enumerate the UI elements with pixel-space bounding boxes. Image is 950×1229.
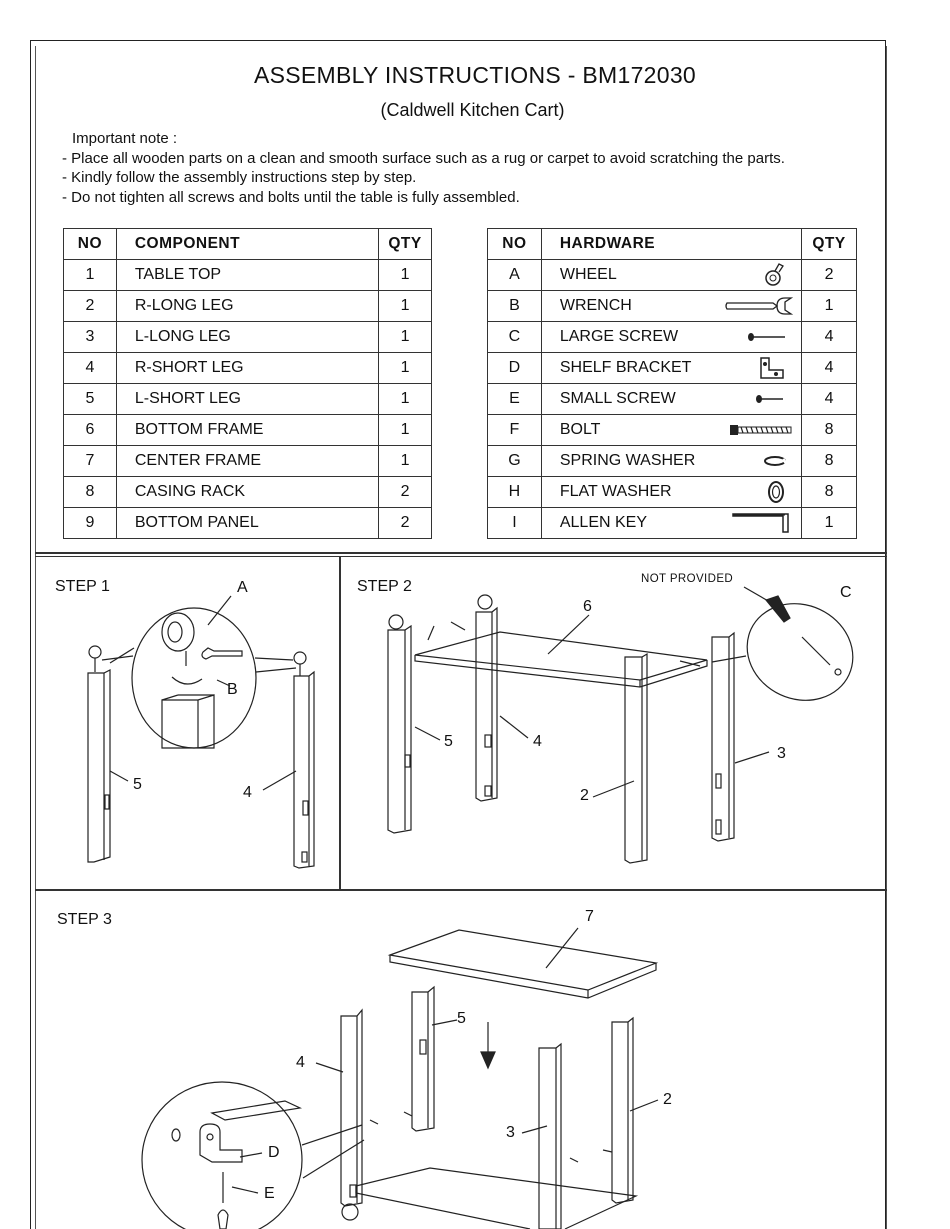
cell-qty: 8 bbox=[802, 415, 857, 446]
not-provided-label: NOT PROVIDED bbox=[641, 573, 734, 585]
cell-hardware: ALLEN KEY bbox=[559, 514, 647, 531]
cell-qty: 1 bbox=[379, 353, 432, 384]
col-header-hardware: HARDWARE bbox=[541, 229, 801, 260]
cell-qty: 8 bbox=[802, 446, 857, 477]
cell-hardware: FLAT WASHER bbox=[559, 483, 672, 500]
cell-qty: 1 bbox=[379, 446, 432, 477]
callout-d: D bbox=[268, 1144, 280, 1161]
cell-component: L-SHORT LEG bbox=[116, 384, 378, 415]
cell-qty: 1 bbox=[379, 260, 432, 291]
cell-hardware: LARGE SCREW bbox=[559, 328, 679, 345]
callout-e: E bbox=[264, 1185, 275, 1202]
cell-no: 8 bbox=[64, 477, 117, 508]
cell-component: TABLE TOP bbox=[116, 260, 378, 291]
note-item: - Place all wooden parts on a clean and smooth surface such as a rug or carpet to avoid scratching the parts. bbox=[62, 149, 785, 167]
cell-component: BOTTOM PANEL bbox=[116, 508, 378, 539]
cell-qty: 2 bbox=[379, 477, 432, 508]
cell-qty: 4 bbox=[802, 353, 857, 384]
cell-no: 9 bbox=[64, 508, 117, 539]
col-header-qty: QTY bbox=[802, 229, 857, 260]
cell-component: CENTER FRAME bbox=[116, 446, 378, 477]
cell-component: R-SHORT LEG bbox=[116, 353, 378, 384]
cell-no: A bbox=[488, 260, 542, 291]
callout-4: 4 bbox=[243, 784, 252, 801]
step1-label: STEP 1 bbox=[55, 578, 110, 595]
cell-qty: 1 bbox=[379, 384, 432, 415]
cell-no: E bbox=[488, 384, 542, 415]
cell-qty: 2 bbox=[802, 260, 857, 291]
cell-no: 2 bbox=[64, 291, 117, 322]
cell-no: 4 bbox=[64, 353, 117, 384]
callout-5: 5 bbox=[444, 733, 453, 750]
cell-qty: 8 bbox=[802, 477, 857, 508]
cell-no: B bbox=[488, 291, 542, 322]
cell-hardware: WHEEL bbox=[559, 266, 617, 283]
callout-6: 6 bbox=[583, 598, 592, 615]
callout-3: 3 bbox=[506, 1124, 515, 1141]
col-header-qty: QTY bbox=[379, 229, 432, 260]
cell-hardware: SPRING WASHER bbox=[559, 452, 696, 469]
cell-hardware: SHELF BRACKET bbox=[559, 359, 692, 376]
step3-label: STEP 3 bbox=[57, 911, 112, 928]
cell-qty: 4 bbox=[802, 384, 857, 415]
cell-no: 3 bbox=[64, 322, 117, 353]
col-header-no: NO bbox=[488, 229, 542, 260]
col-header-component: COMPONENT bbox=[116, 229, 378, 260]
cell-qty: 2 bbox=[379, 508, 432, 539]
cell-qty: 1 bbox=[802, 508, 857, 539]
callout-5: 5 bbox=[457, 1010, 466, 1027]
cell-qty: 1 bbox=[379, 322, 432, 353]
cell-component: R-LONG LEG bbox=[116, 291, 378, 322]
step2-label: STEP 2 bbox=[357, 578, 412, 595]
cell-hardware: WRENCH bbox=[559, 297, 632, 314]
callout-c: C bbox=[840, 584, 852, 601]
note-item: - Kindly follow the assembly instructions step by step. bbox=[62, 169, 417, 186]
callout-4: 4 bbox=[296, 1054, 305, 1071]
notes-heading: Important note : bbox=[72, 130, 178, 147]
cell-no: C bbox=[488, 322, 542, 353]
document-subtitle: (Caldwell Kitchen Cart) bbox=[380, 100, 565, 120]
cell-no: 7 bbox=[64, 446, 117, 477]
cell-no: 5 bbox=[64, 384, 117, 415]
callout-7: 7 bbox=[585, 908, 594, 925]
cell-qty: 4 bbox=[802, 322, 857, 353]
cell-qty: 1 bbox=[379, 291, 432, 322]
note-item: - Do not tighten all screws and bolts until the table is fully assembled. bbox=[62, 188, 520, 206]
callout-4: 4 bbox=[533, 733, 542, 750]
callout-2: 2 bbox=[663, 1091, 672, 1108]
cell-qty: 1 bbox=[379, 415, 432, 446]
cell-no: F bbox=[488, 415, 542, 446]
callout-a: A bbox=[237, 579, 248, 596]
cell-qty: 1 bbox=[802, 291, 857, 322]
cell-no: H bbox=[488, 477, 542, 508]
cell-component: BOTTOM FRAME bbox=[116, 415, 378, 446]
callout-b: B bbox=[227, 681, 238, 698]
callout-2: 2 bbox=[580, 787, 589, 804]
cell-no: 1 bbox=[64, 260, 117, 291]
callout-5: 5 bbox=[133, 776, 142, 793]
col-header-no: NO bbox=[64, 229, 117, 260]
cell-component: L-LONG LEG bbox=[116, 322, 378, 353]
document-title: ASSEMBLY INSTRUCTIONS - BM172030 bbox=[253, 62, 697, 88]
cell-component: CASING RACK bbox=[116, 477, 378, 508]
callout-3: 3 bbox=[777, 745, 786, 762]
cell-no: 6 bbox=[64, 415, 117, 446]
cell-hardware: SMALL SCREW bbox=[559, 390, 676, 407]
cell-no: I bbox=[488, 508, 542, 539]
cell-hardware: BOLT bbox=[559, 421, 601, 438]
cell-no: D bbox=[488, 353, 542, 384]
cell-no: G bbox=[488, 446, 542, 477]
